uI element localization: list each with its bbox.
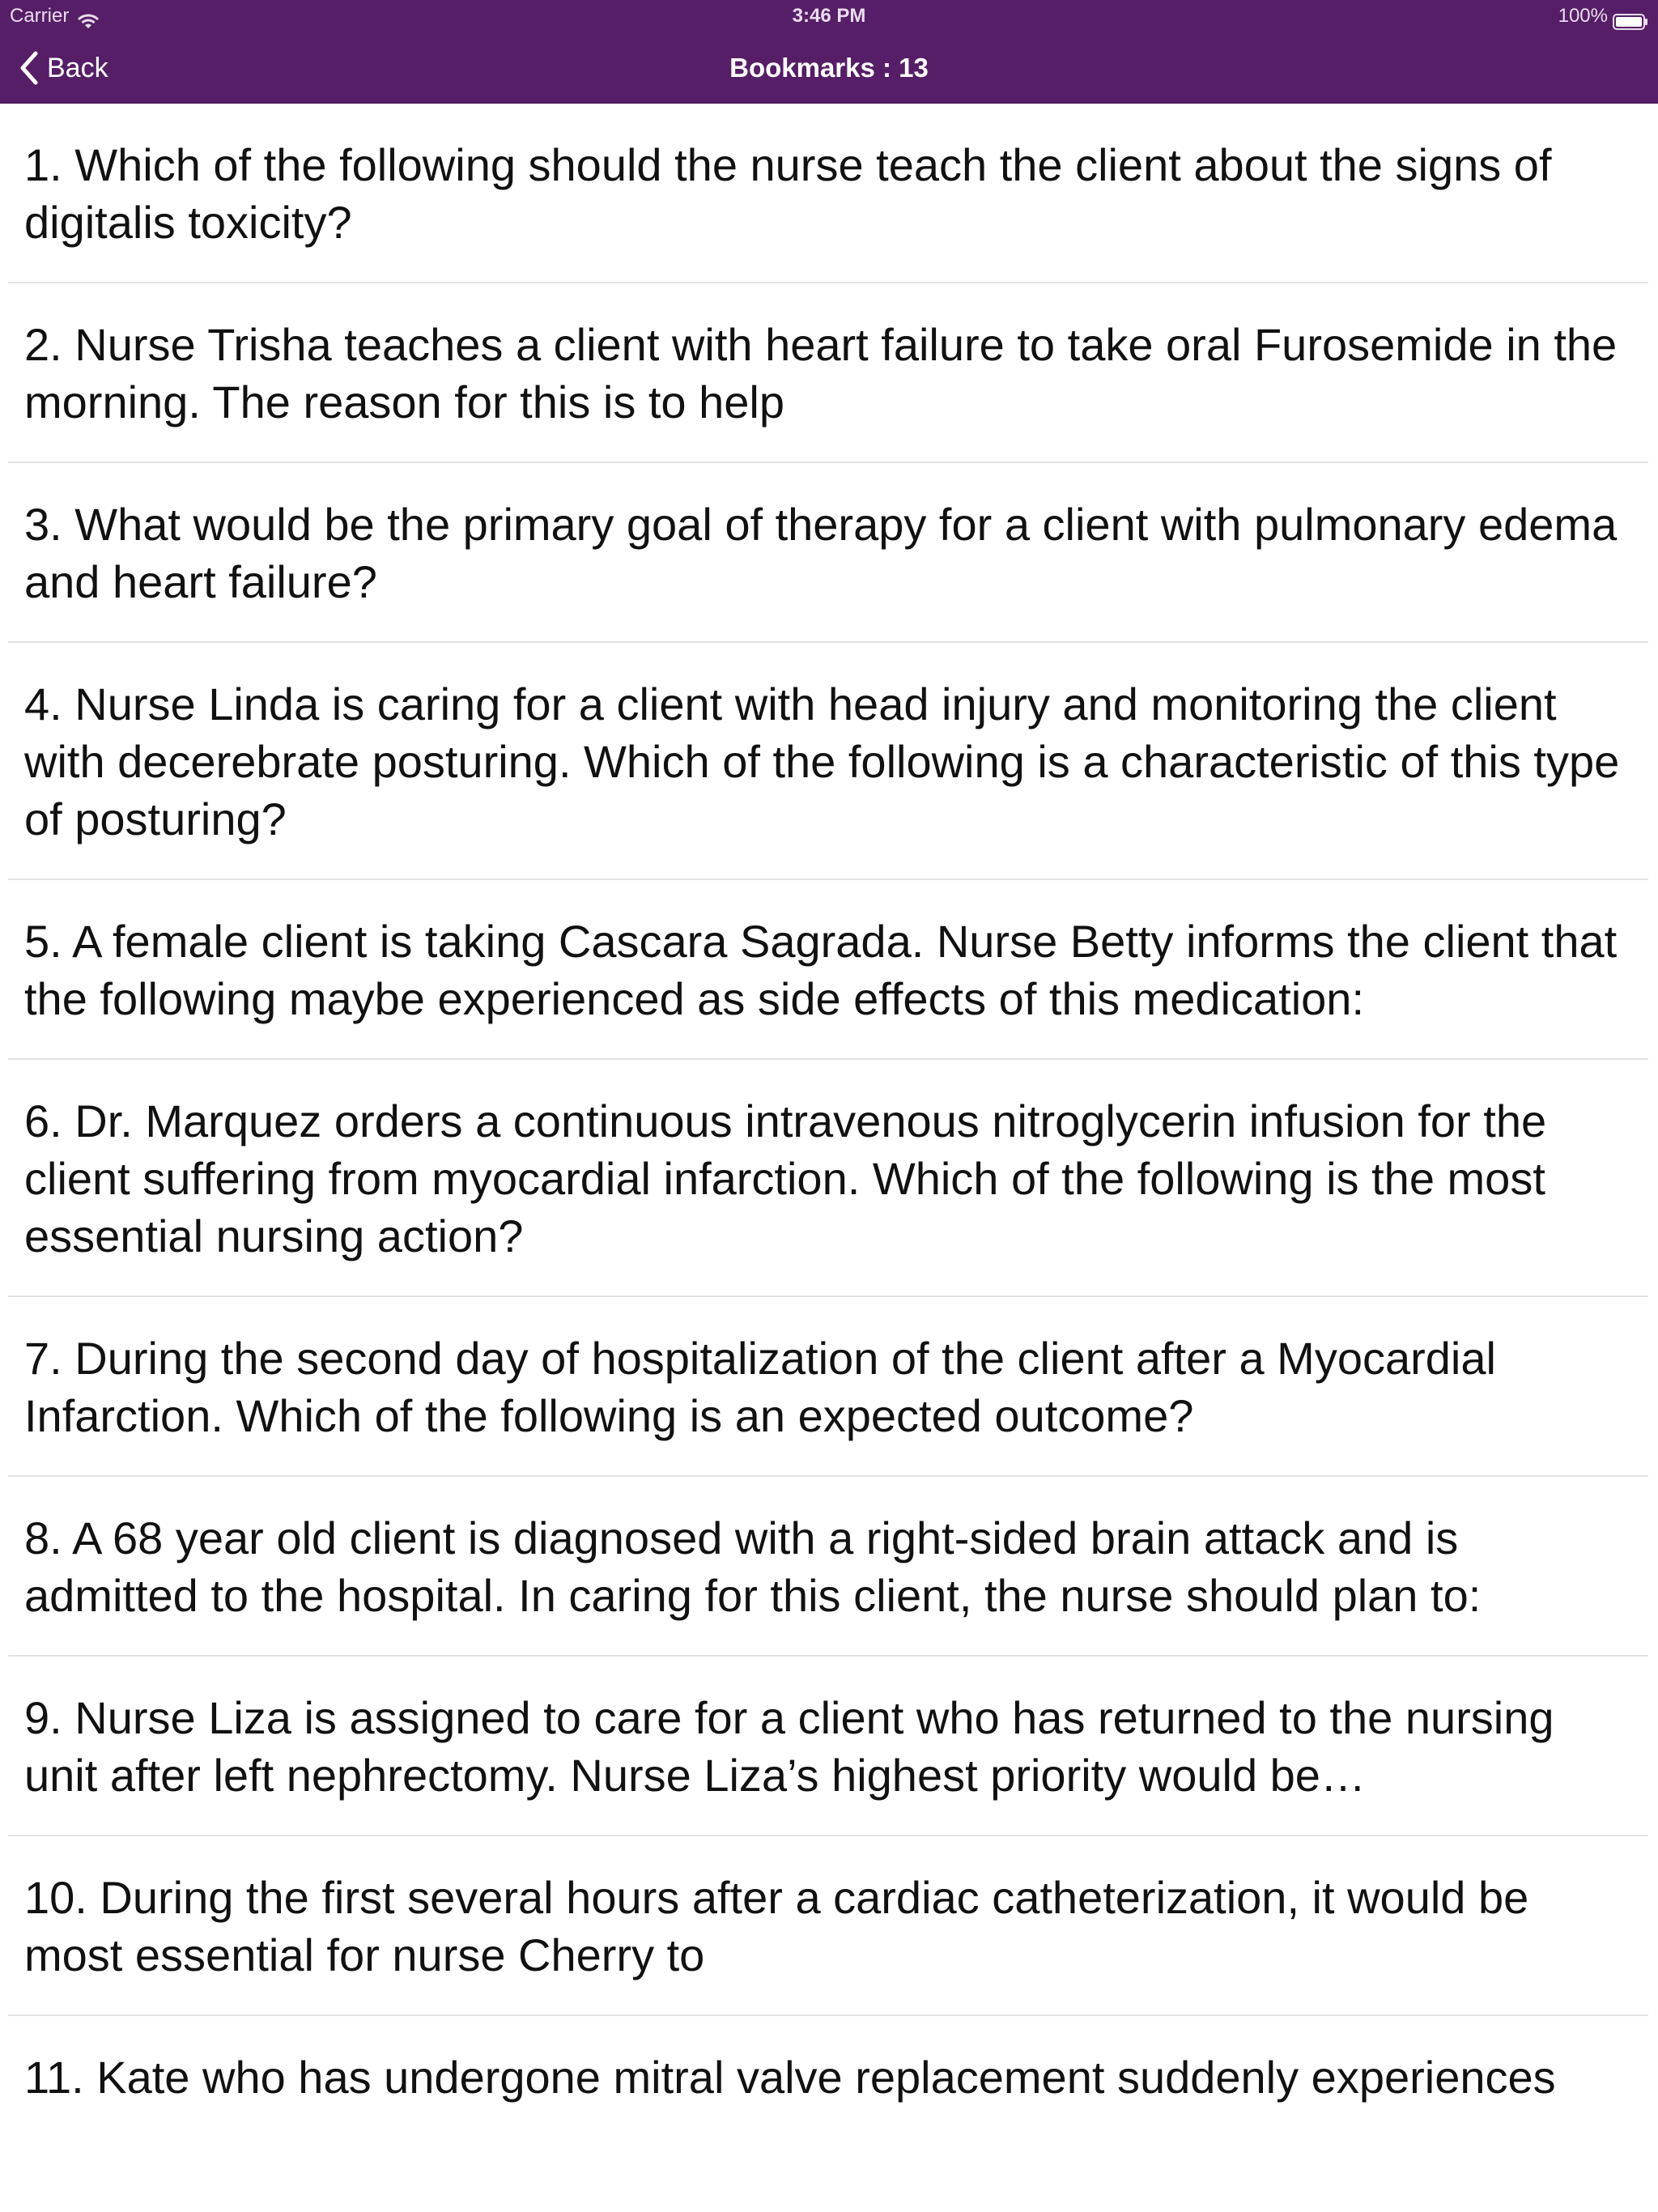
status-bar — [0, 0, 1658, 32]
battery-indicator — [1558, 0, 1648, 32]
battery-percent: 100% — [1558, 5, 1608, 27]
bookmark-row[interactable]: 5. A female client is taking Cascara Sagrada. Nurse Betty informs the client that the following maybe experienced as side effects of this medication: — [0, 880, 1658, 1060]
bookmark-row[interactable]: 9. Nurse Liza is assigned to care for a client who has returned to the nursing unit after left nephrectomy. Nurse Liza’s highest priority would be… — [0, 1657, 1658, 1836]
bookmark-row[interactable]: 3. What would be the primary goal of therapy for a client with pulmonary edema and heart failure? — [0, 463, 1658, 643]
bookmark-row[interactable]: 8. A 68 year old client is diagnosed with a right-sided brain attack and is admitted to the hospital. In caring for this client, the nurse should plan to: — [0, 1477, 1658, 1657]
top-bar — [0, 0, 1658, 104]
navigation-bar — [0, 32, 1658, 104]
bookmark-row[interactable]: 11. Kate who has undergone mitral valve replacement suddenly experiences — [24, 2052, 1556, 2103]
bookmark-row[interactable]: 2. Nurse Trisha teaches a client with heart failure to take oral Furosemide in the morning. The reason for this is to help — [0, 283, 1658, 463]
bookmark-row[interactable]: 1. Which of the following should the nurse teach the client about the signs of digitalis toxicity? — [0, 104, 1658, 283]
bookmark-row[interactable]: 10. During the first several hours after a cardiac catheterization, it would be most essential for nurse Cherry to — [0, 1836, 1658, 2016]
back-label: Back — [47, 52, 108, 83]
page-title: Bookmarks : 13 — [729, 53, 929, 83]
status-time: 3:46 PM — [792, 5, 866, 27]
bookmark-row[interactable]: 4. Nurse Linda is caring for a client with head injury and monitoring the client with decerebrate posturing. Which of the following is a characteristic of this type of posturing? — [0, 643, 1658, 880]
bookmark-list — [0, 104, 1658, 2138]
battery-icon — [1613, 8, 1648, 24]
bookmark-row[interactable]: 6. Dr. Marquez orders a continuous intravenous nitroglycerin infusion for the client suffering from myocardial infarction. Which of the following is the most essential nursing action? — [0, 1060, 1658, 1297]
bookmark-row[interactable]: 7. During the second day of hospitalization of the client after a Myocardial Infarction. Which of the following is an expected outcome? — [0, 1297, 1658, 1477]
carrier-label: Carrier — [10, 5, 70, 27]
